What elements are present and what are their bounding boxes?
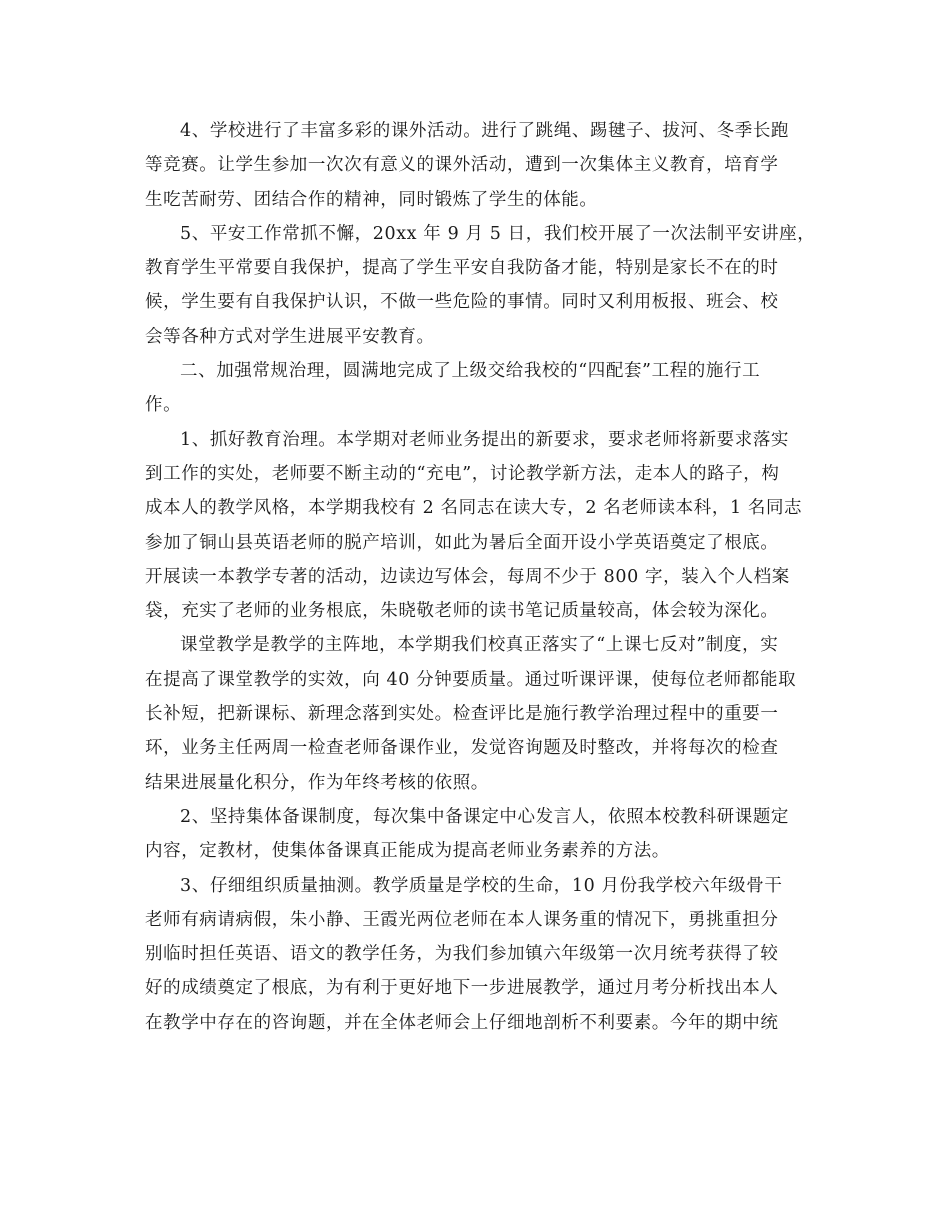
text-line: 袋，充实了老师的业务根底，朱晓敬老师的读书笔记质量较高，体会较为深化。	[145, 601, 779, 622]
text-line: 教育学生平常要自我保护，提高了学生平安自我防备才能，特别是家长不在的时	[145, 258, 779, 279]
document-body	[145, 114, 816, 1040]
text-line: 会等各种方式对学生进展平安教育。	[145, 326, 435, 347]
text-line: 长补短，把新课标、新理念落到实处。检查评比是施行教学治理过程中的重要一	[145, 704, 779, 725]
text-line: 二、加强常规治理，圆满地完成了上级交给我校的“四配套”工程的施行工	[180, 361, 761, 382]
text-line: 内容，定教材，使集体备课真正能成为提高老师业务素养的方法。	[145, 841, 670, 862]
paragraph-classroom-teaching	[145, 628, 810, 799]
text-line: 候，学生要有自我保护认识，不做一些危险的事情。同时又利用板报、班会、校	[145, 292, 779, 313]
text-line: 在教学中存在的咨询题，并在全体老师会上仔细地剖析不利要素。今年的期中统	[145, 1012, 779, 1033]
text-line: 参加了铜山县英语老师的脱产培训，如此为暑后全面开设小学英语奠定了根底。	[145, 532, 779, 553]
text-line: 等竞赛。让学生参加一次次有意义的课外活动，遭到一次集体主义教育，培育学	[145, 155, 779, 176]
text-line: 环，业务主任两周一检查老师备课作业，发觉咨询题及时整改，并将每次的检查	[145, 738, 779, 759]
paragraph-activities	[145, 114, 810, 217]
text-line: 5、平安工作常抓不懈，20xx 年 9 月 5 日，我们校开展了一次法制平安讲座，	[180, 223, 816, 244]
text-line: 作。	[145, 395, 182, 416]
text-line: 2、坚持集体备课制度，每次集中备课定中心发言人，依照本校教科研课题定	[180, 806, 790, 827]
paragraph-safety	[145, 217, 816, 354]
paragraph-quality-testing	[145, 869, 810, 1040]
text-line: 课堂教学是教学的主阵地，本学期我们校真正落实了“上课七反对”制度，实	[180, 635, 779, 656]
section-heading-routine-management	[145, 354, 810, 423]
text-line: 老师有病请病假，朱小静、王霞光两位老师在本人课务重的情况下，勇挑重担分	[145, 909, 779, 930]
text-line: 1、抓好教育治理。本学期对老师业务提出的新要求，要求老师将新要求落实	[180, 429, 790, 450]
text-line: 3、仔细组织质量抽测。教学质量是学校的生命，10 月份我学校六年级骨干	[180, 875, 783, 896]
paragraph-collective-lesson-planning	[145, 800, 810, 869]
text-line: 结果进展量化积分，作为年终考核的依照。	[145, 772, 489, 793]
text-line: 成本人的教学风格，本学期我校有 2 名同志在读大专，2 名老师读本科，1 名同志	[145, 498, 803, 519]
text-line: 4、学校进行了丰富多彩的课外活动。进行了跳绳、踢毽子、拔河、冬季长跑	[180, 121, 790, 141]
text-line: 在提高了课堂教学的实效，向 40 分钟要质量。通过听课评课，使每位老师都能取	[145, 669, 797, 690]
paragraph-teaching-management	[145, 423, 810, 629]
text-line: 好的成绩奠定了根底，为有利于更好地下一步进展教学，通过月考分析找出本人	[145, 978, 779, 999]
text-line: 开展读一本教学专著的活动，边读边写体会，每周不少于 800 字，装入个人档案	[145, 566, 790, 587]
text-line: 生吃苦耐劳、团结合作的精神，同时锻炼了学生的体能。	[145, 189, 598, 210]
text-line: 别临时担任英语、语文的教学任务，为我们参加镇六年级第一次月统考获得了较	[145, 944, 779, 965]
text-line: 到工作的实处，老师要不断主动的“充电”，讨论教学新方法，走本人的路子，构	[145, 463, 780, 484]
